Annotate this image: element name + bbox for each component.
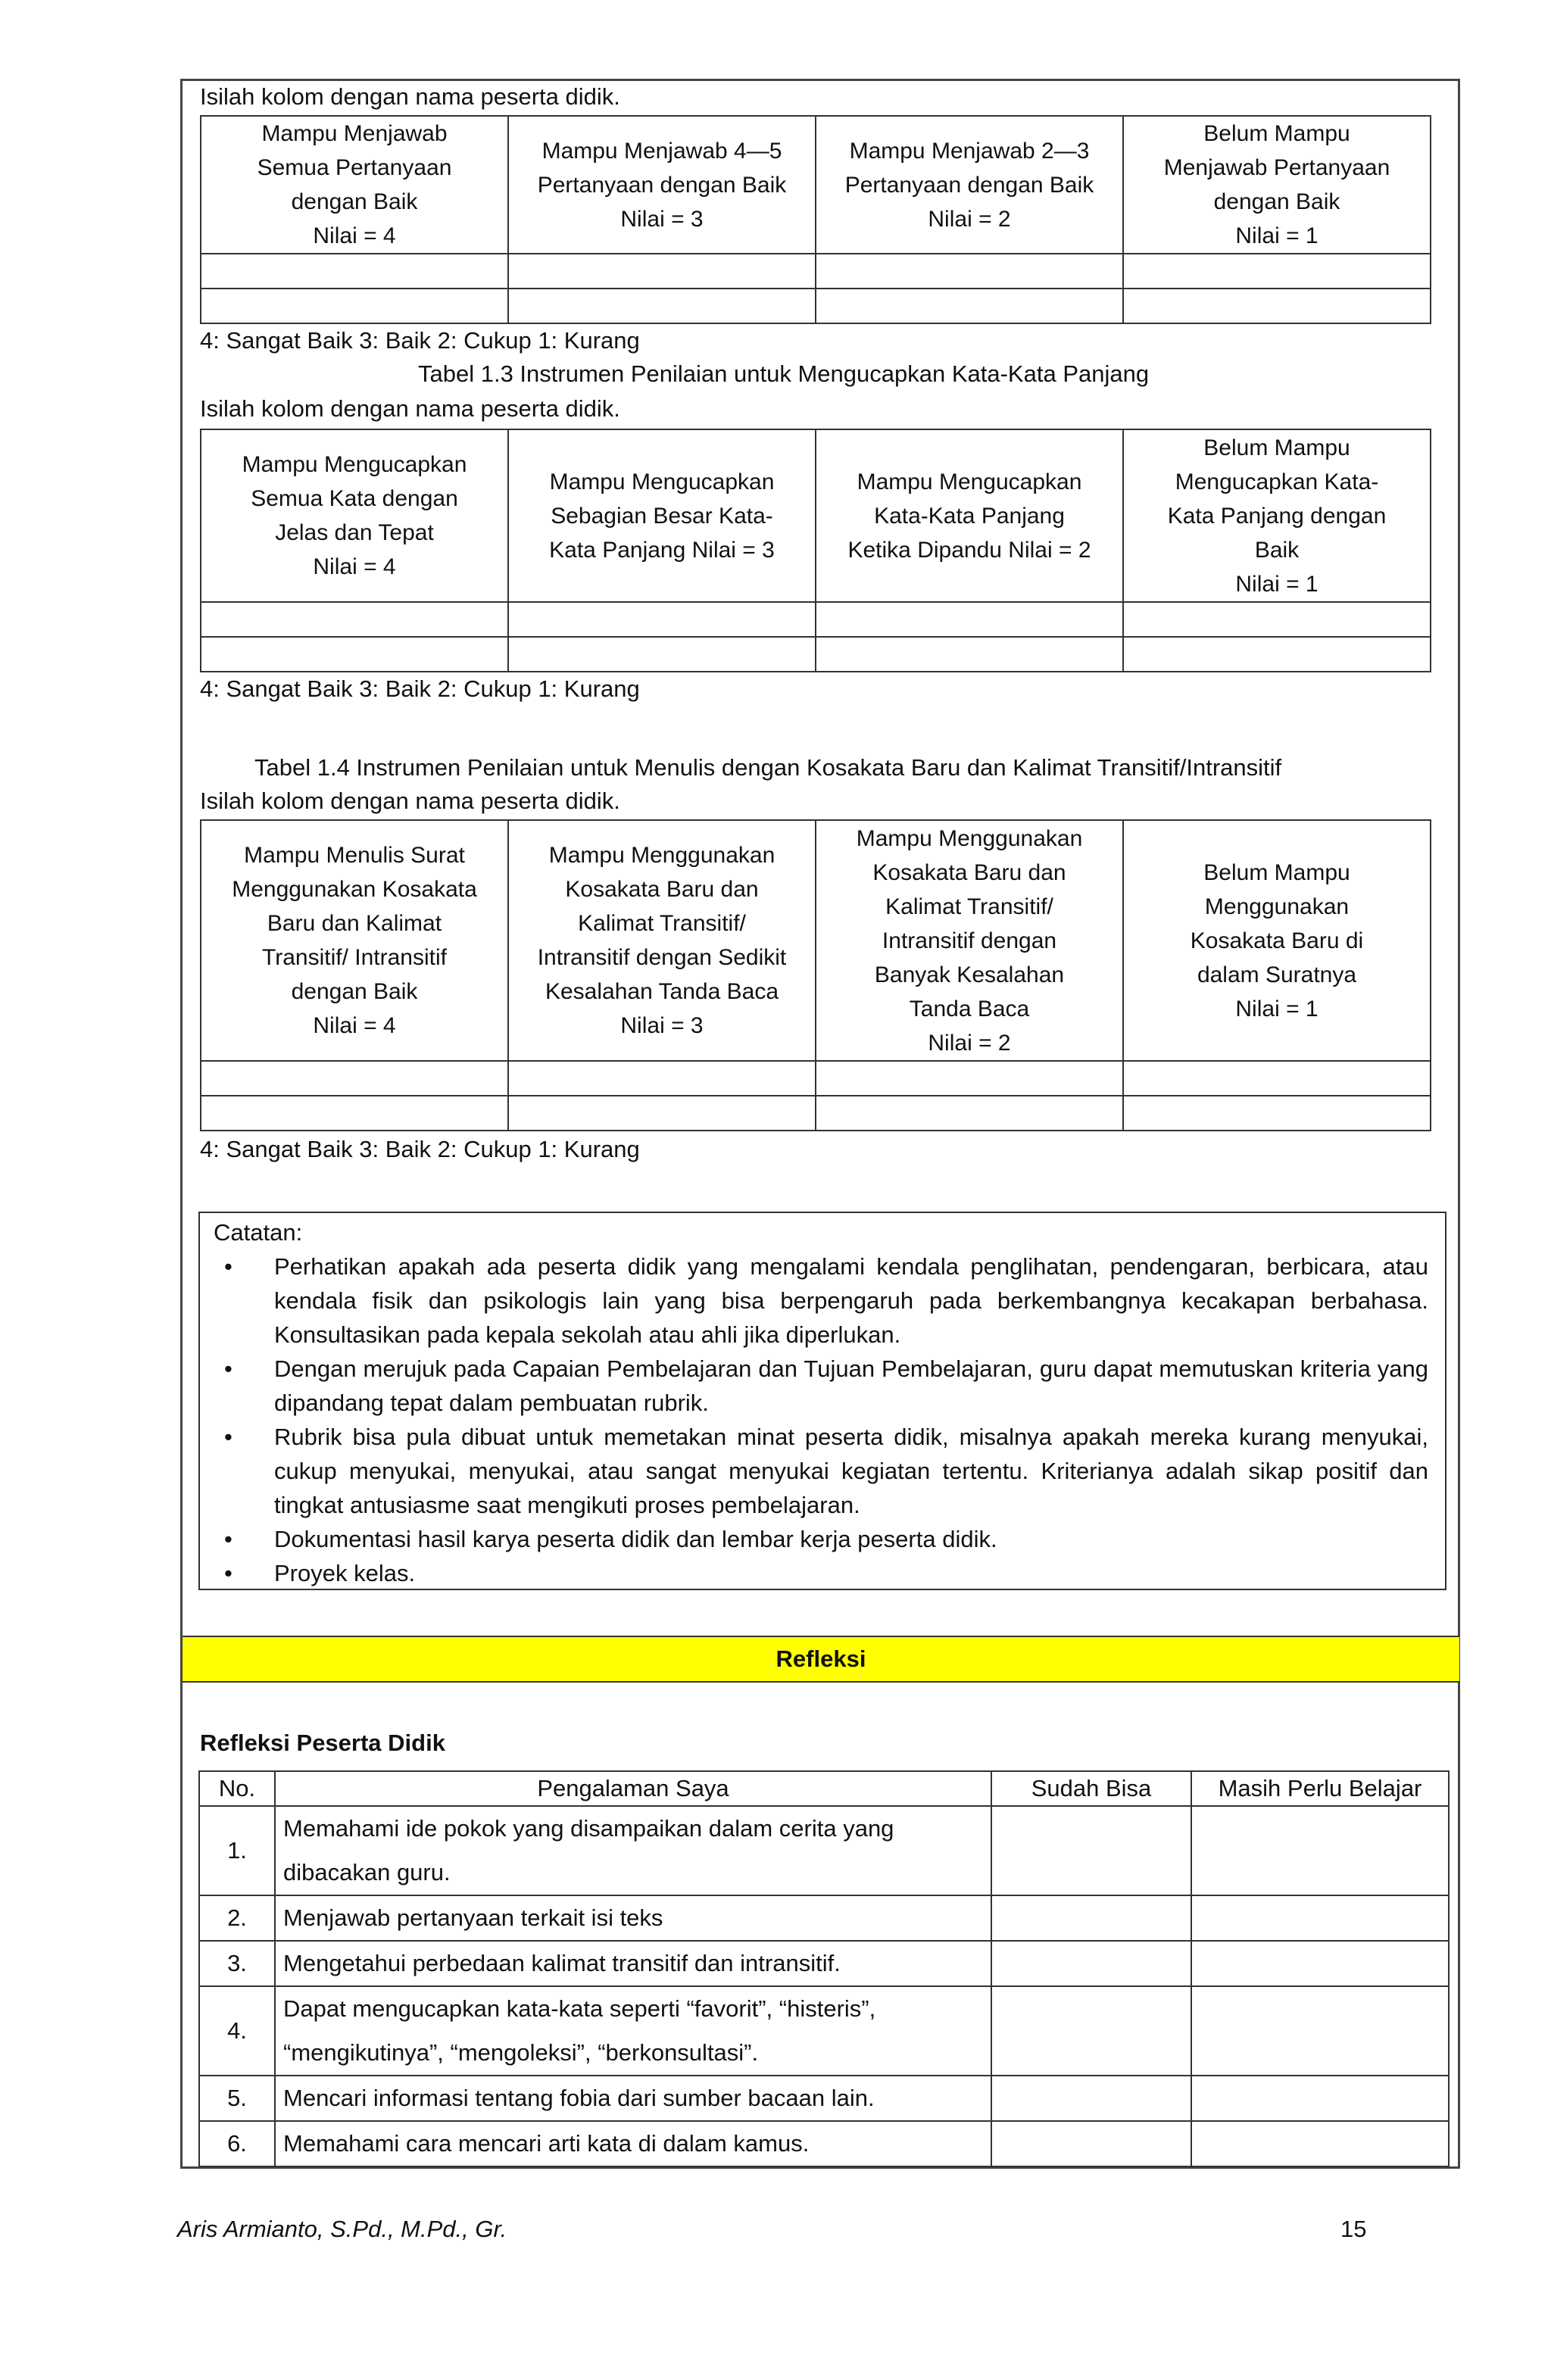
table4-empty-row xyxy=(201,1096,1431,1131)
table2-header-cell: Belum Mampu Menjawab Pertanyaan dengan Baik Nilai = 1 xyxy=(1123,116,1431,254)
scale-legend: 4: Sangat Baik 3: Baik 2: Cukup 1: Kurang xyxy=(200,327,640,354)
row-text: Memahami ide pokok yang disampaikan dalam cerita yang dibacakan guru. xyxy=(275,1806,991,1895)
bullet-icon: • xyxy=(224,1526,232,1552)
table2-header-cell: Mampu Menjawab Semua Pertanyaan dengan Baik Nilai = 4 xyxy=(201,116,508,254)
table-input-cell[interactable] xyxy=(816,637,1123,672)
table-input-cell[interactable] xyxy=(816,1061,1123,1096)
table-input-cell[interactable] xyxy=(508,1061,816,1096)
table2-empty-row xyxy=(201,254,1431,289)
catatan-box xyxy=(198,1212,1446,1590)
check-cell-sudah[interactable] xyxy=(991,2121,1191,2166)
col-header-pengalaman: Pengalaman Saya xyxy=(275,1771,991,1806)
table4-caption: Tabel 1.4 Instrumen Penilaian untuk Menulis dengan Kosakata Baru dan Kalimat Transitif/Intransitif xyxy=(254,754,1282,781)
table-input-cell[interactable] xyxy=(1123,254,1431,289)
table3-intro: Isilah kolom dengan nama peserta didik. xyxy=(200,395,620,422)
row-text: Mencari informasi tentang fobia dari sumber bacaan lain. xyxy=(275,2076,991,2121)
footer-author: Aris Armianto, S.Pd., M.Pd., Gr. xyxy=(177,2216,507,2242)
table-input-cell[interactable] xyxy=(1123,637,1431,672)
table2-empty-row xyxy=(201,289,1431,323)
table3-header-cell: Mampu Mengucapkan Semua Kata dengan Jelas dan Tepat Nilai = 4 xyxy=(201,429,508,602)
bullet-icon: • xyxy=(224,1560,232,1586)
table-input-cell[interactable] xyxy=(508,602,816,637)
table-input-cell[interactable] xyxy=(201,254,508,289)
table-input-cell[interactable] xyxy=(201,637,508,672)
check-cell-sudah[interactable] xyxy=(991,1986,1191,2076)
row-text: Menjawab pertanyaan terkait isi teks xyxy=(275,1895,991,1941)
col-header-sudah-bisa: Sudah Bisa xyxy=(991,1771,1191,1806)
table-input-cell[interactable] xyxy=(201,289,508,323)
table3-header-cell: Mampu Mengucapkan Kata-Kata Panjang Ketika Dipandu Nilai = 2 xyxy=(816,429,1123,602)
check-cell-masih[interactable] xyxy=(1191,1941,1449,1986)
row-text: Dapat mengucapkan kata-kata seperti “favorit”, “histeris”, “mengikutinya”, “mengoleksi”, “berkonsultasi”. xyxy=(275,1986,991,2076)
row-number: 3. xyxy=(199,1941,275,1986)
table-input-cell[interactable] xyxy=(816,602,1123,637)
table2-intro: Isilah kolom dengan nama peserta didik. xyxy=(200,83,620,110)
table-input-cell[interactable] xyxy=(1123,1061,1431,1096)
table2-rubric xyxy=(200,115,1431,324)
table3-header-cell: Mampu Mengucapkan Sebagian Besar Kata- Kata Panjang Nilai = 3 xyxy=(508,429,816,602)
scale-legend: 4: Sangat Baik 3: Baik 2: Cukup 1: Kurang xyxy=(200,675,640,702)
col-header-no: No. xyxy=(199,1771,275,1806)
check-cell-masih[interactable] xyxy=(1191,1806,1449,1895)
catatan-item: • Dengan merujuk pada Capaian Pembelajaran dan Tujuan Pembelajaran, guru dapat memutuskan kriteria yang dipandang tepat dalam pembuatan rubrik. xyxy=(214,1352,1428,1420)
bullet-icon: • xyxy=(224,1355,232,1382)
check-cell-masih[interactable] xyxy=(1191,2121,1449,2166)
table-input-cell[interactable] xyxy=(201,1096,508,1131)
table-input-cell[interactable] xyxy=(201,1061,508,1096)
check-cell-sudah[interactable] xyxy=(991,1895,1191,1941)
table3-caption: Tabel 1.3 Instrumen Penilaian untuk Mengucapkan Kata-Kata Panjang xyxy=(418,360,1150,387)
row-number: 2. xyxy=(199,1895,275,1941)
refleksi-header-row xyxy=(199,1771,1449,1806)
table4-header-cell: Mampu Menulis Surat Menggunakan Kosakata Baru dan Kalimat Transitif/ Intransitif dengan Baik Nilai = 4 xyxy=(201,820,508,1061)
table3-header-row xyxy=(201,429,1431,602)
check-cell-masih[interactable] xyxy=(1191,1986,1449,2076)
table-row xyxy=(199,2121,1449,2166)
catatan-title: Catatan: xyxy=(214,1219,303,1246)
table-input-cell[interactable] xyxy=(816,254,1123,289)
bullet-icon: • xyxy=(224,1253,232,1280)
check-cell-sudah[interactable] xyxy=(991,1806,1191,1895)
row-number: 5. xyxy=(199,2076,275,2121)
check-cell-masih[interactable] xyxy=(1191,2076,1449,2121)
check-cell-masih[interactable] xyxy=(1191,1895,1449,1941)
table-row xyxy=(199,1895,1449,1941)
catatan-item: • Rubrik bisa pula dibuat untuk memetakan minat peserta didik, misalnya apakah mereka kurang menyukai, cukup menyukai, menyukai, atau sangat menyukai kegiatan tertentu. Kriterianya adalah sikap positif dan tingkat antusiasme saat mengikuti proses pembelajaran. xyxy=(214,1420,1428,1522)
table-input-cell[interactable] xyxy=(1123,1096,1431,1131)
table3-empty-row xyxy=(201,637,1431,672)
row-text: Memahami cara mencari arti kata di dalam kamus. xyxy=(275,2121,991,2166)
row-number: 4. xyxy=(199,1986,275,2076)
table-input-cell[interactable] xyxy=(508,289,816,323)
table4-empty-row xyxy=(201,1061,1431,1096)
catatan-list xyxy=(214,1249,1428,1590)
table2-header-cell: Mampu Menjawab 2—3 Pertanyaan dengan Baik Nilai = 2 xyxy=(816,116,1123,254)
row-number: 1. xyxy=(199,1806,275,1895)
table-input-cell[interactable] xyxy=(1123,602,1431,637)
row-number: 6. xyxy=(199,2121,275,2166)
row-text: Mengetahui perbedaan kalimat transitif dan intransitif. xyxy=(275,1941,991,1986)
table-input-cell[interactable] xyxy=(816,289,1123,323)
catatan-item: • Dokumentasi hasil karya peserta didik dan lembar kerja peserta didik. xyxy=(214,1522,1428,1556)
table4-header-cell: Mampu Menggunakan Kosakata Baru dan Kalimat Transitif/ Intransitif dengan Sedikit Kesalahan Tanda Baca Nilai = 3 xyxy=(508,820,816,1061)
table-input-cell[interactable] xyxy=(508,254,816,289)
table-input-cell[interactable] xyxy=(1123,289,1431,323)
check-cell-sudah[interactable] xyxy=(991,2076,1191,2121)
col-header-masih-perlu: Masih Perlu Belajar xyxy=(1191,1771,1449,1806)
table-row xyxy=(199,1941,1449,1986)
table-input-cell[interactable] xyxy=(816,1096,1123,1131)
table-input-cell[interactable] xyxy=(508,637,816,672)
table4-header-cell: Belum Mampu Menggunakan Kosakata Baru di dalam Suratnya Nilai = 1 xyxy=(1123,820,1431,1061)
scale-legend: 4: Sangat Baik 3: Baik 2: Cukup 1: Kurang xyxy=(200,1136,640,1162)
table2-header-cell: Mampu Menjawab 4—5 Pertanyaan dengan Baik Nilai = 3 xyxy=(508,116,816,254)
table2-header-row xyxy=(201,116,1431,254)
table4-header-cell: Mampu Menggunakan Kosakata Baru dan Kalimat Transitif/ Intransitif dengan Banyak Kesalahan Tanda Baca Nilai = 2 xyxy=(816,820,1123,1061)
table-row xyxy=(199,1986,1449,2076)
catatan-item: • Proyek kelas. xyxy=(214,1556,1428,1590)
catatan-item: • Perhatikan apakah ada peserta didik yang mengalami kendala penglihatan, pendengaran, berbicara, atau kendala fisik dan psikologis lain yang bisa berpengaruh pada berkembangnya kecakapan berbahasa. Konsultasikan pada kepala sekolah atau ahli jika diperlukan. xyxy=(214,1249,1428,1352)
bullet-icon: • xyxy=(224,1424,232,1450)
refleksi-section-bar: Refleksi xyxy=(183,1636,1459,1683)
page-number: 15 xyxy=(1340,2216,1367,2242)
table-row xyxy=(199,1806,1449,1895)
refleksi-subtitle: Refleksi Peserta Didik xyxy=(200,1730,445,1756)
check-cell-sudah[interactable] xyxy=(991,1941,1191,1986)
table4-rubric xyxy=(200,819,1431,1131)
refleksi-table xyxy=(198,1770,1450,2167)
table3-header-cell: Belum Mampu Mengucapkan Kata- Kata Panjang dengan Baik Nilai = 1 xyxy=(1123,429,1431,602)
table-input-cell[interactable] xyxy=(201,602,508,637)
table3-rubric xyxy=(200,429,1431,672)
table3-empty-row xyxy=(201,602,1431,637)
table4-header-row xyxy=(201,820,1431,1061)
table-input-cell[interactable] xyxy=(508,1096,816,1131)
table-row xyxy=(199,2076,1449,2121)
table4-intro: Isilah kolom dengan nama peserta didik. xyxy=(200,788,620,814)
